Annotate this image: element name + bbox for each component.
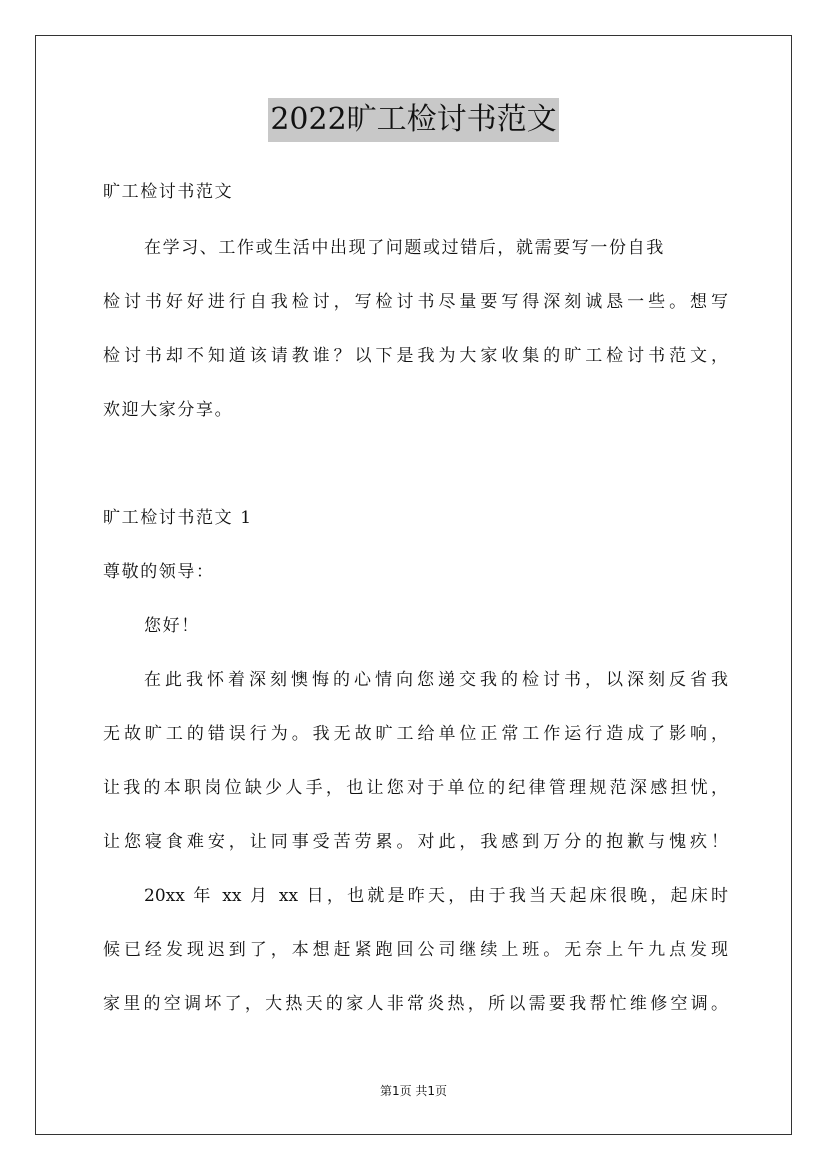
- page-footer: 第1页 共1页: [379, 1084, 448, 1098]
- title-container: [0, 98, 827, 142]
- document-title: 2022旷工检讨书范文: [268, 98, 558, 142]
- para1-line-1: 在此我怀着深刻懊悔的心情向您递交我的检讨书，以深刻反省我: [144, 670, 728, 690]
- intro-line-2: 检讨书好好进行自我检讨，写检讨书尽量要写得深刻诚恳一些。想写: [103, 292, 728, 312]
- para1-line-4: 让您寝食难安，让同事受苦劳累。对此，我感到万分的抱歉与愧疚！: [103, 832, 728, 852]
- intro-line-3: 检讨书却不知道该请教谁？以下是我为大家收集的旷工检讨书范文，: [103, 346, 728, 366]
- greeting: 您好！: [144, 616, 200, 636]
- section-title: 旷工检讨书范文 1: [103, 508, 253, 528]
- para1-line-3: 让我的本职岗位缺少人手，也让您对于单位的纪律管理规范深感担忧，: [103, 778, 728, 798]
- para2-line-2: 候已经发现迟到了，本想赶紧跑回公司继续上班。无奈上午九点发现: [103, 940, 728, 960]
- intro-line-1: 在学习、工作或生活中出现了问题或过错后，就需要写一份自我: [144, 238, 665, 258]
- para1-line-2: 无故旷工的错误行为。我无故旷工给单位正常工作运行造成了影响，: [103, 724, 728, 744]
- document-heading: 旷工检讨书范文: [103, 182, 234, 202]
- intro-line-4: 欢迎大家分享。: [103, 400, 234, 420]
- para2-line-1: 20xx 年 xx 月 xx 日，也就是昨天，由于我当天起床很晚，起床时: [144, 886, 728, 906]
- salutation: 尊敬的领导：: [103, 562, 215, 582]
- para2-line-3: 家里的空调坏了，大热天的家人非常炎热，所以需要我帮忙维修空调。: [103, 994, 728, 1014]
